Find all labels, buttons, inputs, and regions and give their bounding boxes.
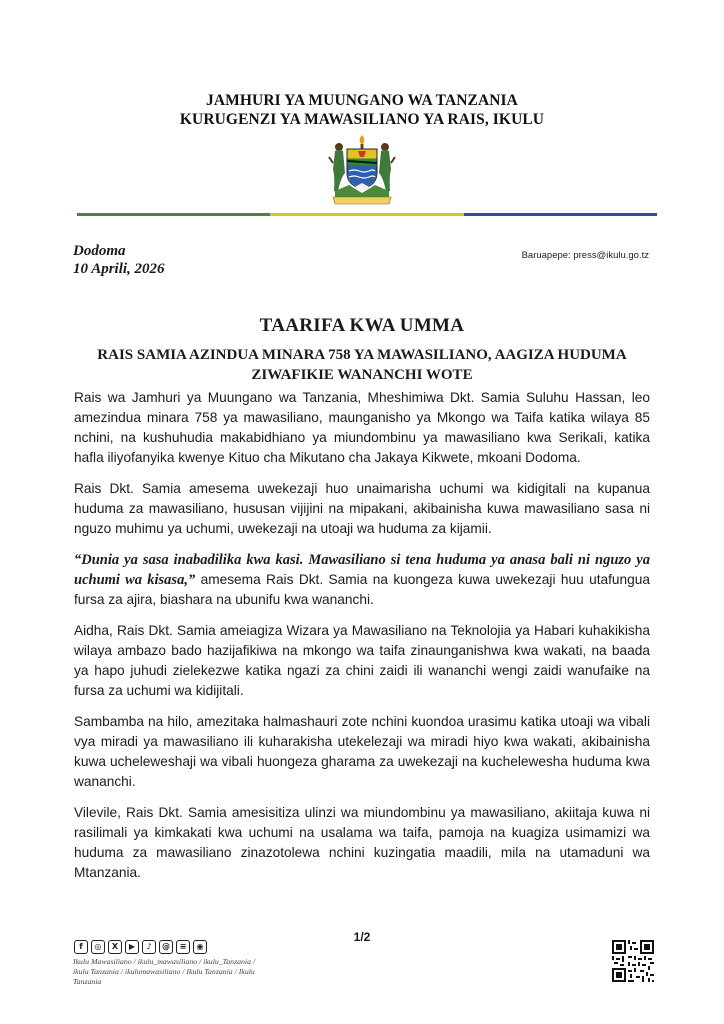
header-color-rule (77, 213, 657, 216)
page-number: 1/2 (353, 930, 371, 944)
left-supporter-icon (329, 143, 345, 191)
document-title: TAARIFA KWA UMMA (259, 315, 465, 336)
podcast-icon[interactable]: ◉ (193, 940, 207, 954)
qr-code-icon[interactable] (612, 940, 654, 982)
paragraph-6: Vilevile, Rais Dkt. Samia amesisitiza ulinzi wa miundombinu ya mawasiliano, akiitaja kuwa ni rasilimali ya kimkakati kwa uchumi na usalama wa taifa, pamoja na kuagiza usimamizi wa huduma za mawasiliano zinazotolewa nchini kuzingatia maadili, mila na utamaduni wa Mtanzania. (74, 805, 650, 880)
quote-attribution: amesema Rais Dkt. Samia na kuongeza kuwa uwekezaji huu utafungua fursa za ajira, biashara na ubunifu kwa wananchi. (74, 572, 650, 607)
youtube-icon[interactable]: ▶ (125, 940, 139, 954)
dateline-date: 10 Aprili, 2026 (73, 261, 165, 277)
paragraph-5: Sambamba na hilo, amezitaka halmashauri zote nchini kuondoa urasimu katika utoaji wa vibali vya miradi ya mawasiliano ili kuharakisha utekelezaji wa miradi hiyo kwa wakati, akibainisha kuwa ucheleweshaji wa vibali huongeza gharama za uwekezaji na kuchelewesha huduma kwa wananchi. (74, 714, 650, 789)
header-title-line1: JAMHURI YA MUUNGANO WA TANZANIA (206, 92, 518, 109)
paragraph-1: Rais wa Jamhuri ya Muungano wa Tanzania, Mheshimiwa Dkt. Samia Suluhu Hassan, leo amezindua minara 758 ya mawasiliano, maunganisho ya Mkongo wa Taifa katika wilaya 85 nchini, na kushuhudia makabidhiano ya miundombinu ya mawasiliano kwa Serikali, katika hafla iliyofanyika kwenye Kituo cha Mikutano cha Jakaya Kikwete, mkoani Dodoma. (74, 390, 650, 465)
paragraph-4: Aidha, Rais Dkt. Samia ameiagiza Wizara ya Mawasiliano na Teknolojia ya Habari kuhakikisha wilaya ambazo bado hazijafikiwa na mkongo wa taifa zinaunganishwa kwa wakati, na baada ya hapo juhudi zielekezwe katika ngazi za chini zaidi ili wananchi wengi zaidi wanufaike na fursa za uchumi wa kidijitali. (74, 623, 650, 698)
x-icon[interactable]: X (108, 940, 122, 954)
dateline-city: Dodoma (73, 243, 126, 259)
threads-icon[interactable]: @ (159, 940, 173, 954)
social-icons-row (74, 940, 207, 954)
rule-blue (464, 213, 657, 216)
quote-text: “Dunia ya sasa inabadilika kwa kasi. Mawasiliano si tena huduma ya anasa bali ni nguzo ya uchumi wa kisasa,” (74, 552, 650, 588)
right-supporter-icon (379, 143, 395, 191)
press-release-body (74, 388, 650, 894)
rule-yellow (270, 213, 463, 216)
contact-email[interactable]: Baruapepe: press@ikulu.go.tz (521, 250, 649, 261)
torch-flame-icon (360, 135, 365, 145)
tiktok-icon[interactable]: ♪ (142, 940, 156, 954)
paragraph-3 (74, 550, 650, 610)
document-subtitle: RAIS SAMIA AZINDUA MINARA 758 YA MAWASILIANO, AAGIZA HUDUMA ZIWAFIKIE WANANCHI WOTE (97, 347, 627, 383)
rule-green (77, 213, 270, 216)
instagram-icon[interactable]: ◎ (91, 940, 105, 954)
coat-of-arms-icon (327, 133, 397, 205)
facebook-icon[interactable]: f (74, 940, 88, 954)
motto-ribbon-icon (333, 197, 391, 204)
social-handles: Ikulu Mawasiliano / ikulu_mawasiliano / ikulu_Tanzania / ikulu Tanzania / ikulumawasiliano / Ikulu Tanzania / Ikulu Tanzania (73, 957, 256, 986)
paragraph-2: Rais Dkt. Samia amesema uwekezaji huo unaimarisha uchumi wa kidigitali na kupanua huduma za mawasiliano, hususan vijijini na mipakani, akibainisha kuwa mawasiliano sasa ni nguzo muhimu ya uchumi, uwekezaji na utoaji wa huduma za kijamii. (74, 481, 650, 536)
spotify-icon[interactable]: ≡ (176, 940, 190, 954)
header-title-line2: KURUGENZI YA MAWASILIANO YA RAIS, IKULU (179, 111, 545, 128)
